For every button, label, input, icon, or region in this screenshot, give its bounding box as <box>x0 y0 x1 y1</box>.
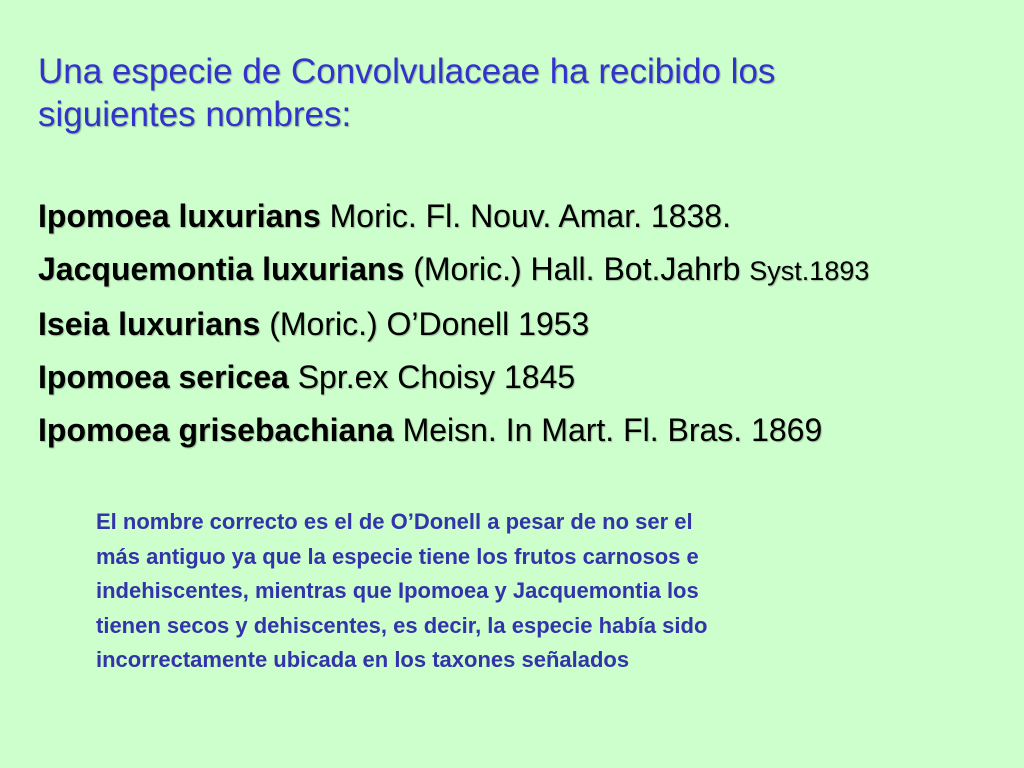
synonym-list <box>38 190 1018 457</box>
synonym-item <box>38 298 1018 351</box>
synonym-item <box>38 404 1018 457</box>
synonym-item <box>38 351 1018 404</box>
author-citation: (Moric.) O’Donell 1953 <box>260 306 590 342</box>
species-name: Ipomoea sericea <box>38 359 289 395</box>
author-citation: (Moric.) Hall. Bot.Jahrb <box>404 251 750 287</box>
author-citation: Moric. Fl. Nouv. Amar. 1838. <box>320 198 731 234</box>
slide-title-line-2: siguientes nombres: <box>38 95 352 134</box>
note-line: indehiscentes, mientras que Ipomoea y Jacquemontia los <box>96 578 699 603</box>
author-citation-tail: Syst.1893 <box>749 256 870 286</box>
explanation-note <box>96 505 916 678</box>
species-name: Iseia luxurians <box>38 306 261 342</box>
note-line: más antiguo ya que la especie tiene los frutos carnosos e <box>96 543 699 569</box>
slide-title <box>38 50 938 136</box>
note-line: incorrectamente ubicada en los taxones señalados <box>96 647 630 672</box>
slide-title-line-1: Una especie de Convolvulaceae ha recibido los <box>38 52 776 91</box>
note-line: El nombre correcto es el de O’Donell a pesar de no ser el <box>96 509 693 534</box>
species-name: Ipomoea luxurians <box>38 198 321 234</box>
species-name: Jacquemontia luxurians <box>38 251 405 287</box>
synonym-item <box>38 190 1018 243</box>
author-citation: Spr.ex Choisy 1845 <box>288 359 576 395</box>
species-name: Ipomoea grisebachiana <box>38 412 394 448</box>
synonym-item <box>38 243 1018 298</box>
note-line: tienen secos y dehiscentes, es decir, la especie había sido <box>96 612 708 638</box>
author-citation: Meisn. In Mart. Fl. Bras. 1869 <box>393 412 823 448</box>
